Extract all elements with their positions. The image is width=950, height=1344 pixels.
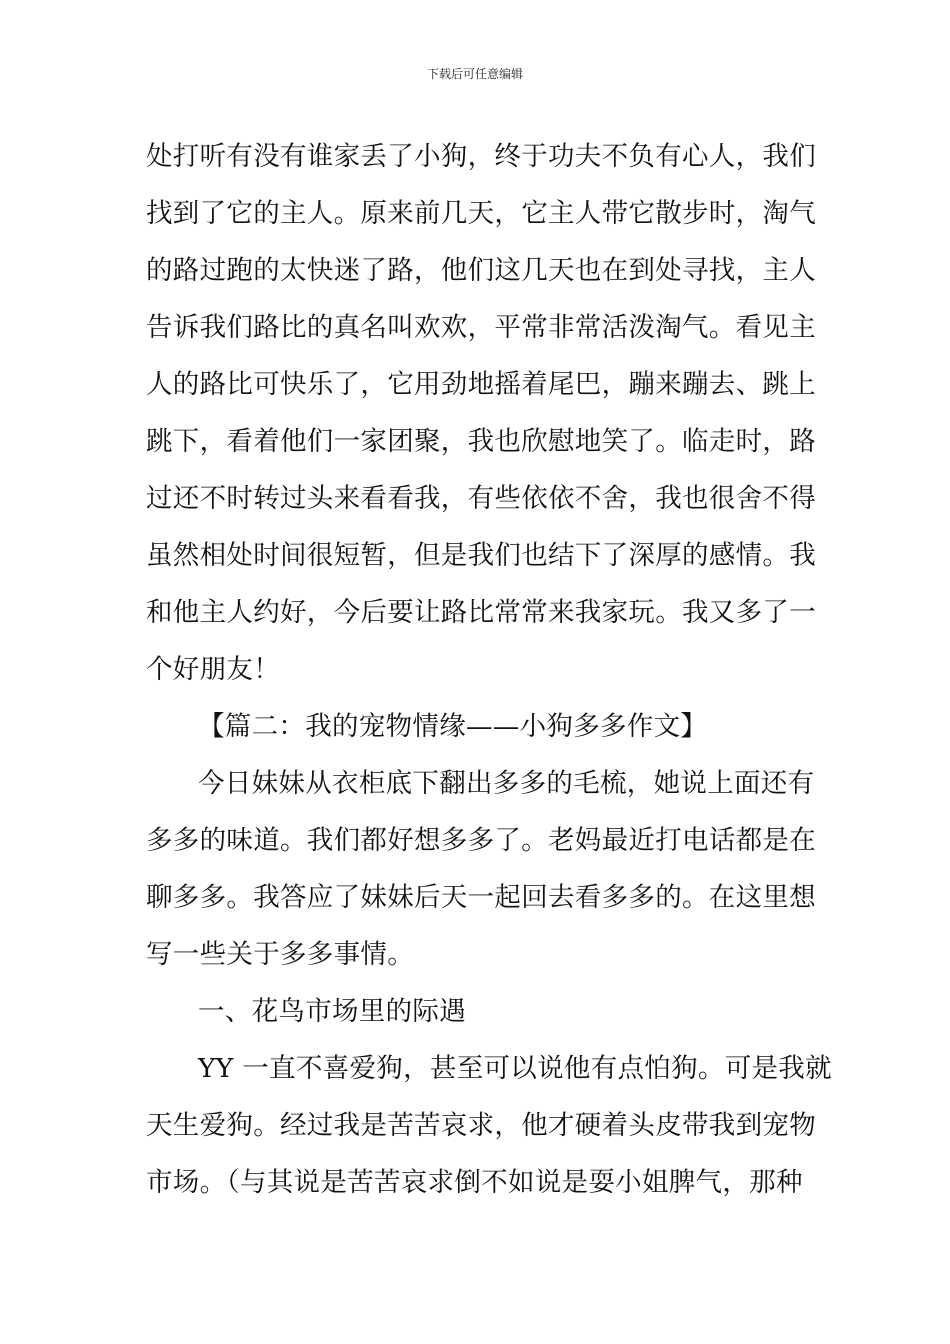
text-line: 天生爱狗。经过我是苦苦哀求，他才硬着头皮带我到宠物 [146,1110,816,1141]
section-heading: 【篇二：我的宠物情缘——小狗多多作文】 [198,711,708,742]
text-line: 写一些关于多多事情。 [146,939,414,970]
paragraph-start: YY 一直不喜爱狗，甚至可以说他有点怕狗。可是我就 [198,1053,832,1084]
text-line: 处打听有没有谁家丢了小狗，终于功夫不负有心人，我们 [146,141,816,172]
text-line: 人的路比可快乐了，它用劲地摇着尾巴，蹦来蹦去、跳上 [146,369,816,400]
page-header: 下载后可任意编辑 [426,67,523,81]
text-line: 跳下，看着他们一家团聚，我也欣慰地笑了。临走时，路 [146,426,816,457]
text-line: 和他主人约好，今后要让路比常常来我家玩。我又多了一 [146,597,816,628]
subsection-heading: 一、花鸟市场里的际遇 [198,996,466,1027]
document-body [146,128,832,1211]
text-line: 虽然相处时间很短暂，但是我们也结下了深厚的感情。我 [146,540,816,571]
text-line: 找到了它的主人。原来前几天，它主人带它散步时，淘气 [146,198,816,229]
text-line: 告诉我们路比的真名叫欢欢，平常非常活泼淘气。看见主 [146,312,816,343]
text-line: 市场。（与其说是苦苦哀求倒不如说是耍小姐脾气，那种 [146,1167,803,1198]
text-line: 个好朋友！ [146,654,280,685]
text-line: 聊多多。我答应了妹妹后天一起回去看多多的。在这里想 [146,882,816,913]
paragraph-start: 今日妹妹从衣柜底下翻出多多的毛梳，她说上面还有 [198,768,815,799]
text-line: 多多的味道。我们都好想多多了。老妈最近打电话都是在 [146,825,816,856]
text-line: 的路过跑的太快迷了路，他们这几天也在到处寻找，主人 [146,255,816,286]
text-line: 过还不时转过头来看看我，有些依依不舍，我也很舍不得 [146,483,816,514]
